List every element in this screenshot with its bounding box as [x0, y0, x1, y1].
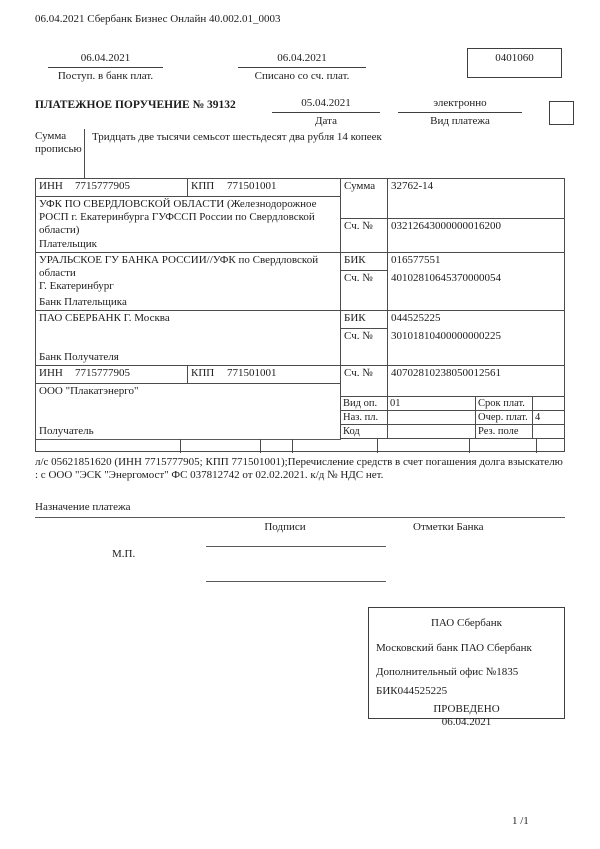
op-type-label-cell: Вид оп. — [341, 397, 388, 411]
due-label-cell: Срок плат. — [476, 397, 533, 411]
received-date-value: 06.04.2021 — [48, 52, 163, 68]
date-label: Дата — [315, 115, 337, 128]
payee-kpp-cell — [188, 366, 341, 384]
date-field — [272, 97, 380, 128]
signature-line-2 — [206, 581, 386, 582]
bank-marks-label: Отметки Банка — [413, 521, 484, 533]
payer-bank-city: Г. Екатеринбург — [39, 280, 114, 293]
payer-bank-account-value-cell: 40102810645370000054 — [388, 271, 565, 311]
field-104-cell — [36, 439, 181, 453]
payment-type-field — [398, 97, 522, 128]
payer-bank-account-label-cell: Сч. № — [341, 271, 388, 311]
field-107-cell — [293, 439, 378, 453]
payment-purpose-text: л/с 05621851620 (ИНН 7715777905; КПП 771501001);Перечисление средств в счет погашения долга взыскателю : с ООО "ЭСК "Энергомост" ФС 037812742 от 02.02.2021. к/д № НДС нет. — [35, 456, 563, 482]
stamp-bik: БИК044525225 — [376, 684, 448, 697]
field-110-cell — [537, 439, 565, 453]
payer-bank-section-label: Банк Плательщика — [39, 295, 127, 308]
payee-name: ООО "Плакатэнерго" — [39, 385, 139, 397]
purpose-separator-line — [35, 517, 565, 518]
payee-account-value-cell: 40702810238050012561 — [388, 366, 565, 397]
payee-bank-account-value-cell: 30101810400000000225 — [388, 329, 565, 366]
payer-inn-cell — [36, 179, 188, 197]
reserve-label-cell: Рез. поле — [476, 425, 533, 439]
payer-inn-label: ИНН — [39, 180, 63, 192]
payee-kpp-value: 771501001 — [227, 367, 277, 379]
payer-section-label: Плательщик — [39, 237, 97, 250]
stamp-status: ПРОВЕДЕНО — [433, 702, 500, 715]
payee-bank-account-label-cell: Сч. № — [341, 329, 388, 366]
priority-label-cell: Очер. плат. — [476, 411, 533, 425]
amount-label-cell: Сумма — [341, 179, 388, 219]
debited-date-value: 06.04.2021 — [238, 52, 366, 68]
reserve-value-cell — [533, 425, 565, 439]
payee-bank-name: ПАО СБЕРБАНК Г. Москва — [39, 312, 170, 324]
payee-section-label: Получатель — [39, 424, 94, 437]
payer-name: УФК ПО СВЕРДЛОВСКОЙ ОБЛАСТИ (Железнодорожное РОСП г. Екатеринбурга ГУФССП России по Свердловской области) — [39, 198, 317, 237]
stamp-bank-name: ПАО Сбербанк — [430, 617, 503, 629]
payee-inn-cell — [36, 366, 188, 384]
received-date-field — [48, 52, 163, 83]
payee-account-label-cell: Сч. № — [341, 366, 388, 397]
field-109-cell — [470, 439, 537, 453]
field-105-cell — [181, 439, 261, 453]
payee-bank-bik-label-cell: БИК — [341, 311, 388, 329]
code-value-cell — [388, 425, 476, 439]
field-108-cell — [378, 439, 470, 453]
payment-purpose-label: Назначение платежа — [35, 501, 131, 513]
document-header-line: 06.04.2021 Сбербанк Бизнес Онлайн 40.002.01_0003 — [35, 13, 281, 25]
signatures-label: Подписи — [264, 521, 306, 533]
stamp-branch: Московский банк ПАО Сбербанк — [376, 642, 532, 655]
bank-stamp-box — [368, 607, 565, 728]
payment-details-table — [35, 178, 565, 452]
payer-inn-value: 7715777905 — [75, 180, 130, 192]
received-date-label: Поступ. в банк плат. — [57, 70, 154, 83]
payer-bank-name: УРАЛЬСКОЕ ГУ БАНКА РОССИИ//УФК по Свердловской области — [39, 254, 319, 280]
date-value: 05.04.2021 — [272, 97, 380, 113]
payee-inn-label: ИНН — [39, 367, 63, 379]
status-checkbox — [549, 101, 574, 125]
payer-account-value-cell: 03212643000000016200 — [388, 219, 565, 253]
payment-type-label: Вид платежа — [430, 115, 490, 128]
payment-type-value: электронно — [398, 97, 522, 113]
payer-block — [36, 197, 341, 253]
stamp-office: Дополнительный офис №1835 — [376, 666, 519, 679]
payee-inn-value: 7715777905 — [75, 367, 130, 379]
payer-kpp-label: КПП — [191, 180, 215, 192]
amount-words-value: Тридцать две тысячи семьсот шестьдесят два рубля 14 копеек — [92, 131, 382, 143]
due-value-cell — [533, 397, 565, 411]
amount-words-divider — [84, 129, 85, 178]
payee-bank-section-label: Банк Получателя — [39, 350, 119, 363]
payer-kpp-cell — [188, 179, 341, 197]
document-title: ПЛАТЕЖНОЕ ПОРУЧЕНИЕ № 39132 — [35, 99, 236, 111]
payer-account-label-cell: Сч. № — [341, 219, 388, 253]
form-code-box — [467, 48, 562, 78]
form-code: 0401060 — [495, 52, 534, 64]
code-label-cell: Код — [341, 425, 388, 439]
stamp-place-label: М.П. — [112, 548, 136, 560]
field-106-cell — [261, 439, 293, 453]
debited-date-label: Списано со сч. плат. — [254, 70, 350, 83]
purpose-code-label-cell: Наз. пл. — [341, 411, 388, 425]
payee-block — [36, 384, 341, 439]
amount-value-cell: 32762-14 — [388, 179, 565, 219]
payer-kpp-value: 771501001 — [227, 180, 277, 192]
signature-line-1 — [206, 546, 386, 547]
payee-kpp-label: КПП — [191, 367, 215, 379]
payer-bank-bik-label-cell: БИК — [341, 253, 388, 271]
purpose-code-value-cell — [388, 411, 476, 425]
stamp-date: 06.04.2021 — [441, 715, 492, 728]
payer-bank-bik-value-cell: 016577551 — [391, 254, 441, 266]
payee-bank-block — [36, 311, 341, 366]
priority-value-cell: 4 — [533, 411, 565, 425]
page-indicator: 1 /1 — [512, 815, 529, 827]
op-type-value-cell: 01 — [388, 397, 476, 411]
debited-date-field — [238, 52, 366, 83]
amount-words-label: Сумма прописью — [35, 130, 82, 156]
payee-bank-bik-value-cell: 044525225 — [391, 312, 441, 324]
payer-bank-block — [36, 253, 341, 311]
